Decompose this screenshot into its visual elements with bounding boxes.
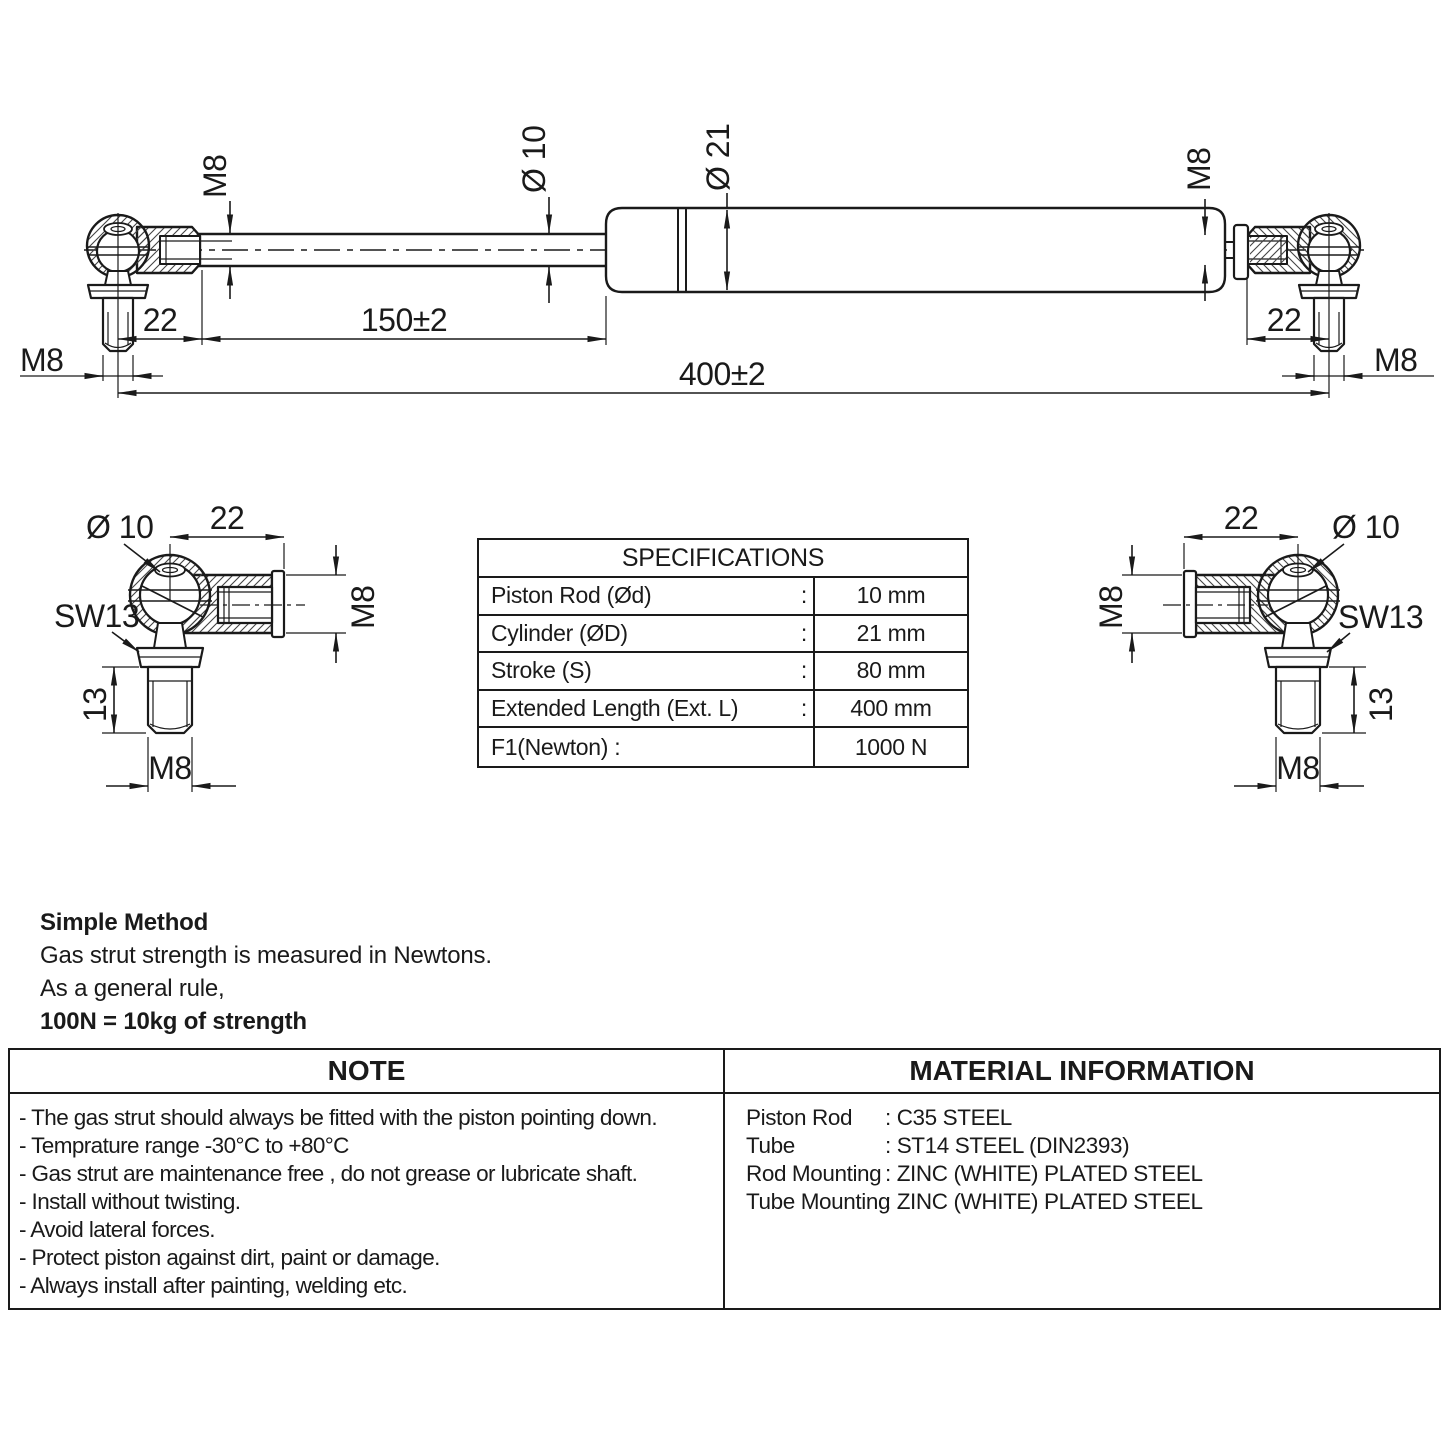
right-end-detail-view [1093, 500, 1423, 792]
spec-table-title: SPECIFICATIONS [479, 540, 967, 578]
method-title: Simple Method [40, 909, 209, 936]
dim-label-m8-rod-end: M8 [197, 154, 233, 198]
spec-row-value: 400 mm [850, 695, 932, 722]
dim-rod-length [202, 302, 606, 339]
dim-detail-left-socket-thread [286, 545, 381, 663]
dim-label-m8-socket-left: M8 [345, 585, 381, 629]
spec-row-value: 80 mm [856, 657, 926, 684]
specifications-table [477, 538, 969, 768]
table-row [479, 578, 967, 616]
dim-label-m8-right-stud: M8 [1374, 342, 1418, 378]
method-line: Gas strut strength is measured in Newtons. [40, 942, 492, 969]
note-item: - Protect piston against dirt, paint or damage. [19, 1245, 440, 1270]
simple-method-note [40, 906, 492, 1038]
spec-row-label: F1(Newton) : [491, 733, 621, 760]
tube-end-collar [1234, 225, 1248, 279]
dim-overall-length [118, 356, 1329, 393]
note-header: NOTE [10, 1050, 725, 1094]
spec-row-value: 10 mm [856, 582, 926, 609]
spec-row-value: 1000 N [854, 733, 928, 760]
dim-label-rod-diameter: Ø 10 [516, 125, 552, 193]
material-row [746, 1132, 1439, 1160]
spec-row-colon: : [800, 695, 807, 722]
dim-label-m8-stud-left: M8 [148, 750, 192, 786]
note-list [10, 1094, 725, 1308]
material-value: : ZINC (WHITE) PLATED STEEL [885, 1189, 1203, 1214]
dim-label-m8-stud-right: M8 [1276, 750, 1320, 786]
method-line: As a general rule, [40, 975, 225, 1002]
material-label: Rod Mounting [746, 1161, 882, 1186]
dim-label-sw13-left: SW13 [54, 598, 140, 634]
note-item: - The gas strut should always be fitted with the piston pointing down. [19, 1105, 657, 1130]
table-row [479, 616, 967, 654]
note-item: - Always install after painting, welding etc. [19, 1273, 408, 1298]
dim-label-ball-diameter-left: Ø 10 [86, 509, 154, 545]
dim-label-m8-tube-end: M8 [1181, 147, 1217, 191]
dim-detail-left-stud-length [77, 667, 146, 733]
material-header: MATERIAL INFORMATION [725, 1050, 1439, 1094]
dim-label-22-detail-right: 22 [1223, 500, 1259, 536]
material-row [746, 1188, 1439, 1216]
material-label: Tube Mounting [746, 1189, 891, 1214]
material-row [746, 1160, 1439, 1188]
dim-label-150: 150±2 [360, 302, 448, 338]
material-value: : ZINC (WHITE) PLATED STEEL [885, 1161, 1203, 1186]
material-label: Piston Rod [746, 1105, 853, 1130]
dim-label-cylinder-diameter: Ø 21 [700, 123, 736, 191]
dim-rod-diameter [516, 126, 552, 303]
dim-label-m8-left-stud: M8 [20, 342, 64, 378]
dim-label-22-detail-left: 22 [209, 500, 245, 536]
note-material-table [8, 1048, 1441, 1310]
note-item: - Install without twisting. [19, 1189, 241, 1214]
material-list [725, 1094, 1439, 1308]
table-row [479, 691, 967, 729]
spec-row-label: Extended Length (Ext. L) [491, 695, 739, 722]
dim-label-sw13-right: SW13 [1338, 599, 1424, 635]
dim-label-400: 400±2 [678, 356, 766, 392]
dim-left-stud-thread [20, 342, 163, 381]
note-item: - Temprature range -30°C to +80°C [19, 1133, 349, 1158]
table-row [479, 653, 967, 691]
dim-detail-left-ball [86, 509, 160, 572]
note-item: - Avoid lateral forces. [19, 1217, 215, 1242]
left-end-detail-view [54, 500, 381, 792]
material-label: Tube [746, 1133, 795, 1158]
left-detail-fitting [128, 555, 284, 733]
dim-detail-right-stud-thread [1234, 737, 1364, 792]
dim-label-22-right: 22 [1266, 302, 1302, 338]
dim-label-13-left: 13 [77, 687, 113, 722]
strut-side-view [20, 124, 1434, 398]
dim-detail-left-wrench [54, 598, 139, 652]
dim-label-ball-diameter-right: Ø 10 [1332, 509, 1400, 545]
tube-end-threaded-stub [1250, 237, 1286, 263]
dim-detail-right-stud-length [1322, 667, 1399, 733]
spec-row-label: Piston Rod (Ød) [491, 582, 652, 609]
spec-row-label: Cylinder (ØD) [491, 619, 628, 646]
dim-right-stud-thread [1282, 342, 1434, 381]
spec-row-label: Stroke (S) [491, 657, 592, 684]
note-item: - Gas strut are maintenance free , do not grease or lubricate shaft. [19, 1161, 638, 1186]
spec-row-value: 21 mm [856, 619, 926, 646]
dim-detail-right-socket-thread [1093, 545, 1182, 663]
dim-label-22-left: 22 [142, 302, 178, 338]
material-value: : C35 STEEL [885, 1105, 1012, 1130]
table-row [479, 728, 967, 766]
spec-row-colon: : [800, 582, 807, 609]
right-detail-fitting [1184, 555, 1340, 733]
spec-row-colon: : [800, 619, 807, 646]
material-row [746, 1104, 1439, 1132]
dim-detail-left-stud-thread [106, 737, 236, 792]
spec-row-colon: : [800, 657, 807, 684]
dim-label-13-right: 13 [1363, 687, 1399, 722]
dim-detail-right-wrench [1327, 599, 1423, 652]
cylinder-tube [606, 208, 1235, 292]
dim-label-m8-socket-right: M8 [1093, 585, 1129, 629]
material-value: : ST14 STEEL (DIN2393) [885, 1133, 1130, 1158]
right-ball-socket [1247, 215, 1360, 351]
method-rule: 100N = 10kg of strength [40, 1008, 307, 1035]
